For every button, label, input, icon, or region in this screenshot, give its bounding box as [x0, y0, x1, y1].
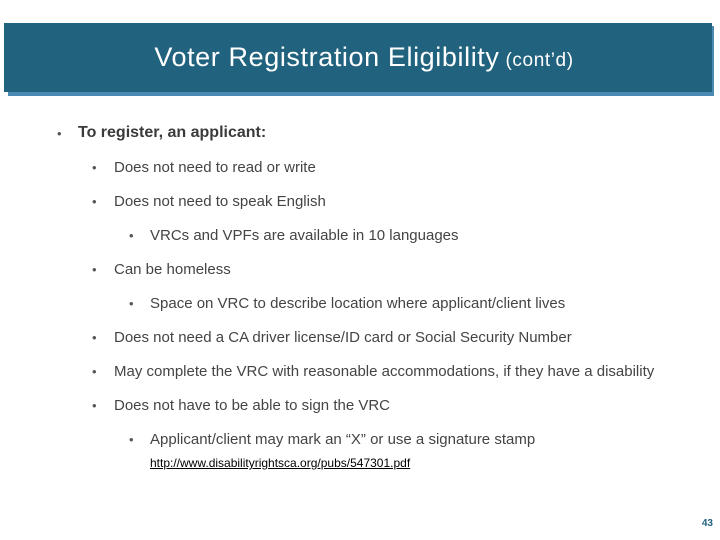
bullet-marker: • — [92, 330, 97, 345]
bullet-marker: • — [92, 160, 97, 175]
list-item-text: Space on VRC to describe location where applicant/client lives — [150, 295, 566, 312]
slide-title-main: Voter Registration Eligibility — [154, 42, 500, 72]
bullet-marker: • — [92, 194, 97, 209]
list-item-text: Applicant/client may mark an “X” or use a signature stamp — [150, 431, 536, 448]
bullet-marker: • — [129, 228, 134, 243]
bullet-marker: • — [129, 432, 134, 447]
bullet-marker: • — [92, 364, 97, 379]
list-item-text: Does not have to be able to sign the VRC — [114, 397, 391, 414]
bullet-marker: • — [92, 398, 97, 413]
list-item-text: VRCs and VPFs are available in 10 languages — [150, 227, 459, 244]
list-item-text: Can be homeless — [114, 261, 231, 278]
title-bar — [4, 23, 712, 92]
list-item-text: Does not need a CA driver license/ID card or Social Security Number — [114, 329, 572, 346]
bullet-marker: • — [92, 262, 97, 277]
bullet-marker: • — [129, 296, 134, 311]
list-item-text: Does not need to read or write — [114, 159, 316, 176]
list-item-text: Does not need to speak English — [114, 193, 326, 210]
list-item-text: May complete the VRC with reasonable accommodations, if they have a disability — [114, 363, 655, 380]
bullet-marker: • — [57, 126, 62, 141]
reference-link[interactable]: http://www.disabilityrightsca.org/pubs/547301.pdf — [150, 456, 411, 470]
page-number: 43 — [701, 518, 713, 529]
slide-title-suffix: (cont’d) — [505, 50, 574, 71]
list-item-text: To register, an applicant: — [78, 124, 267, 141]
slide-title — [154, 42, 573, 73]
